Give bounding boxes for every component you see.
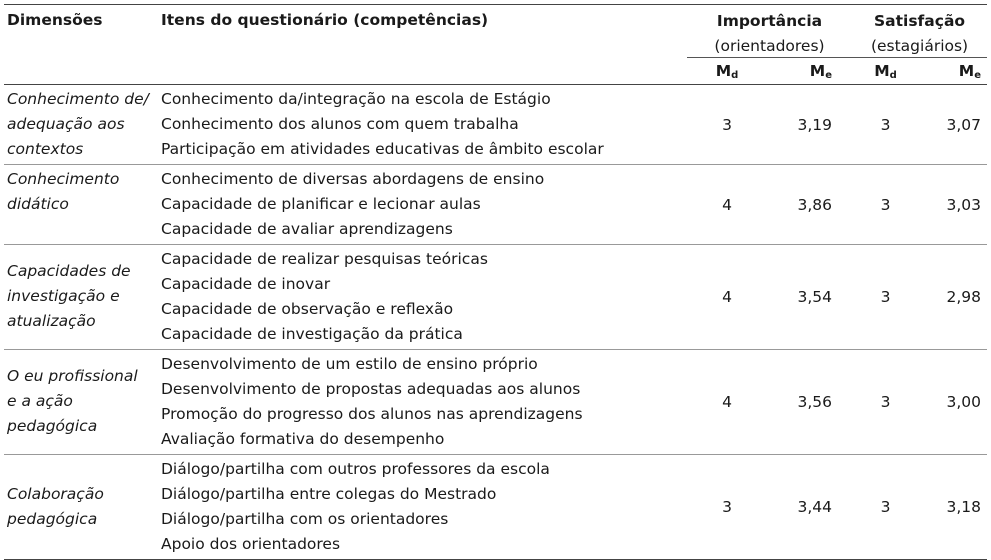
table-row — [4, 350, 987, 455]
questionnaire-item: Promoção do progresso dos alunos nas aprendizagens — [161, 405, 583, 423]
satisfaction-me-value: 3,00 — [946, 393, 982, 411]
dimension-line: pedagógica — [7, 417, 98, 435]
questionnaire-item: Diálogo/partilha com outros professores da escola — [161, 460, 550, 478]
questionnaire-item: Desenvolvimento de propostas adequadas aos alunos — [161, 380, 581, 398]
items-cell — [159, 245, 687, 350]
table-row — [4, 85, 987, 165]
satisfaction-me-value: 3,18 — [946, 498, 982, 516]
items-cell — [159, 350, 687, 455]
questionnaire-item: Desenvolvimento de um estilo de ensino próprio — [161, 355, 538, 373]
importance-me-value: 3,19 — [797, 115, 833, 134]
dimension-line: pedagógica — [7, 510, 98, 528]
dimension-line: atualização — [7, 312, 96, 330]
table-row — [4, 245, 987, 350]
dimension-cell — [4, 165, 159, 245]
satisfaction-me-value: 3,03 — [946, 195, 982, 214]
header-satisfaction: Satisfação — [873, 12, 966, 30]
questionnaire-item: Conhecimento de diversas abordagens de ensino — [161, 170, 545, 188]
dimension-line: e a ação — [7, 392, 73, 410]
dimension-cell — [4, 455, 159, 560]
satisfaction-md-value: 3 — [880, 393, 891, 411]
satisfaction-me-value: 3,07 — [946, 115, 982, 134]
importance-md-value: 3 — [722, 115, 732, 134]
header-blank-2 — [159, 58, 687, 85]
dimension-line: contextos — [7, 140, 84, 158]
dimension-line: adequação aos — [7, 115, 125, 133]
questionnaire-item: Avaliação formativa do desempenho — [161, 430, 445, 448]
questionnaire-item: Capacidade de inovar — [161, 275, 331, 293]
table-row — [4, 455, 987, 560]
dimension-line: Colaboração — [7, 485, 104, 503]
items-cell — [159, 165, 687, 245]
questionnaire-item: Conhecimento da/integração na escola de Estágio — [161, 90, 551, 108]
dimension-line: investigação e — [7, 287, 120, 305]
importance-me-value: 3,56 — [797, 393, 833, 411]
header-importance: Importância — [716, 12, 823, 30]
questionnaire-item: Capacidade de realizar pesquisas teóricas — [161, 250, 488, 268]
header-sat-me: $M_e$ — [958, 61, 982, 81]
satisfaction-md-value: 3 — [880, 115, 891, 134]
questionnaire-item: Diálogo/partilha com os orientadores — [161, 510, 449, 528]
satisfaction-md-value: 3 — [880, 288, 891, 306]
satisfaction-md-value: 3 — [880, 498, 891, 516]
header-sat-md: $M_d$ — [874, 61, 897, 81]
items-cell — [159, 455, 687, 560]
dimension-cell — [4, 85, 159, 165]
questionnaire-item: Capacidade de planificar e lecionar aulas — [161, 195, 481, 213]
dimension-line: Capacidades de — [7, 262, 131, 280]
questionnaire-item: Capacidade de avaliar aprendizagens — [161, 220, 453, 238]
questionnaire-item: Diálogo/partilha entre colegas do Mestrado — [161, 485, 497, 503]
header-blank-1 — [4, 58, 159, 85]
header-importance-sub: (orientadores) — [687, 35, 852, 58]
questionnaire-item: Apoio dos orientadores — [161, 535, 341, 553]
competencies-table — [4, 4, 987, 560]
header-imp-me: $M_e$ — [809, 61, 833, 81]
header-satisfaction-sub: (estagiários) — [852, 35, 987, 58]
table-body — [4, 85, 987, 560]
header-imp-md: $M_d$ — [715, 61, 739, 81]
dimension-line: Conhecimento de/ — [7, 90, 149, 108]
satisfaction-me-value: 2,98 — [946, 288, 982, 306]
table-row — [4, 165, 987, 245]
importance-me-value: 3,86 — [797, 195, 833, 214]
dimension-cell — [4, 350, 159, 455]
questionnaire-item: Capacidade de investigação da prática — [161, 325, 463, 343]
importance-md-value: 4 — [722, 288, 732, 306]
importance-md-value: 4 — [722, 195, 732, 214]
dimension-cell — [4, 245, 159, 350]
dimension-line: O eu profissional — [7, 367, 138, 385]
items-cell — [159, 85, 687, 165]
importance-md-value: 3 — [722, 498, 732, 516]
importance-md-value: 4 — [722, 393, 732, 411]
header-dimensions: Dimensões — [7, 11, 103, 29]
questionnaire-item: Participação em atividades educativas de âmbito escolar — [161, 140, 604, 158]
dimension-line: Conhecimento — [7, 170, 120, 188]
header-items: Itens do questionário (competências) — [161, 11, 489, 29]
questionnaire-item: Conhecimento dos alunos com quem trabalha — [161, 115, 519, 133]
importance-me-value: 3,54 — [797, 288, 833, 306]
satisfaction-md-value: 3 — [880, 195, 891, 214]
importance-me-value: 3,44 — [797, 498, 833, 516]
questionnaire-item: Capacidade de observação e reflexão — [161, 300, 454, 318]
dimension-line: didático — [7, 195, 69, 213]
